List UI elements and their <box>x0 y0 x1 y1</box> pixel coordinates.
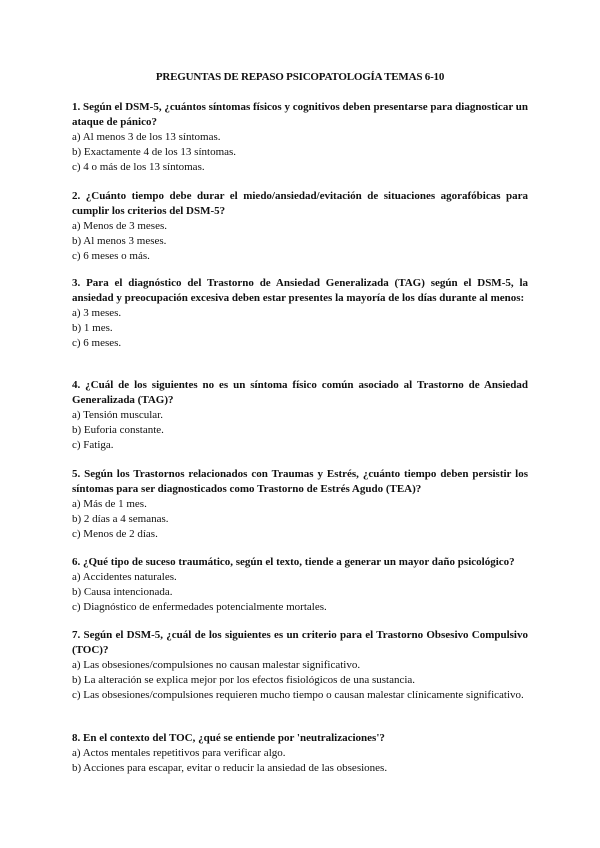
question-7 <box>72 628 528 703</box>
question-2 <box>72 189 528 264</box>
answer-option: b) Euforia constante. <box>72 424 164 436</box>
answer-option: c) Diagnóstico de enfermedades potencialmente mortales. <box>72 601 327 613</box>
answer-option: c) Menos de 2 días. <box>72 528 158 540</box>
answer-option: a) Tensión muscular. <box>72 409 163 421</box>
question-text: 7. Según el DSM-5, ¿cuál de los siguientes es un criterio para el Trastorno Obsesivo Compulsivo (TOC)? <box>72 629 528 656</box>
question-text: 5. Según los Trastornos relacionados con Traumas y Estrés, ¿cuánto tiempo deben persistir los síntomas para ser diagnosticados como Trastorno de Estrés Agudo (TEA)? <box>72 468 528 495</box>
answer-option: a) Al menos 3 de los 13 síntomas. <box>72 131 221 143</box>
question-8 <box>72 731 528 776</box>
answer-option: c) 6 meses o más. <box>72 250 150 262</box>
question-text: 8. En el contexto del TOC, ¿qué se entiende por 'neutralizaciones'? <box>72 732 385 744</box>
answer-option: b) Al menos 3 meses. <box>72 235 167 247</box>
question-text: 2. ¿Cuánto tiempo debe durar el miedo/ansiedad/evitación de situaciones agorafóbicas para cumplir los criterios del DSM-5? <box>72 190 528 217</box>
answer-option: c) Las obsesiones/compulsiones requieren mucho tiempo o causan malestar clínicamente significativo. <box>72 689 524 701</box>
answer-option: a) Actos mentales repetitivos para verificar algo. <box>72 747 286 759</box>
answer-option: c) 6 meses. <box>72 337 122 349</box>
answer-option: c) 4 o más de los 13 síntomas. <box>72 161 205 173</box>
answer-option: a) 3 meses. <box>72 307 122 319</box>
question-1 <box>72 100 528 175</box>
question-text: 4. ¿Cuál de los siguientes no es un síntoma físico común asociado al Trastorno de Ansiedad Generalizada (TAG)? <box>72 379 528 406</box>
answer-option: a) Accidentes naturales. <box>72 571 177 583</box>
answer-option: a) Menos de 3 meses. <box>72 220 168 232</box>
answer-option: a) Las obsesiones/compulsiones no causan malestar significativo. <box>72 659 361 671</box>
question-text: 6. ¿Qué tipo de suceso traumático, según el texto, tiende a generar un mayor daño psicológico? <box>72 556 515 568</box>
question-5 <box>72 467 528 542</box>
answer-option: b) 1 mes. <box>72 322 113 334</box>
answer-option: b) Causa intencionada. <box>72 586 173 598</box>
question-4 <box>72 378 528 453</box>
answer-option: b) Exactamente 4 de los 13 síntomas. <box>72 146 237 158</box>
document-title: PREGUNTAS DE REPASO PSICOPATOLOGÍA TEMAS 6-10 <box>155 71 445 83</box>
question-6 <box>72 555 528 615</box>
question-text: 1. Según el DSM-5, ¿cuántos síntomas físicos y cognitivos deben presentarse para diagnosticar un ataque de pánico? <box>72 101 528 128</box>
answer-option: a) Más de 1 mes. <box>72 498 147 510</box>
answer-option: b) La alteración se explica mejor por los efectos fisiológicos de una sustancia. <box>72 674 416 686</box>
question-text: 3. Para el diagnóstico del Trastorno de Ansiedad Generalizada (TAG) según el DSM-5, la ansiedad y preocupación excesiva deben estar presentes la mayoría de los días durante al menos: <box>72 277 528 304</box>
answer-option: c) Fatiga. <box>72 439 114 451</box>
answer-option: b) 2 días a 4 semanas. <box>72 513 169 525</box>
question-3 <box>72 276 528 351</box>
answer-option: b) Acciones para escapar, evitar o reducir la ansiedad de las obsesiones. <box>72 762 388 774</box>
